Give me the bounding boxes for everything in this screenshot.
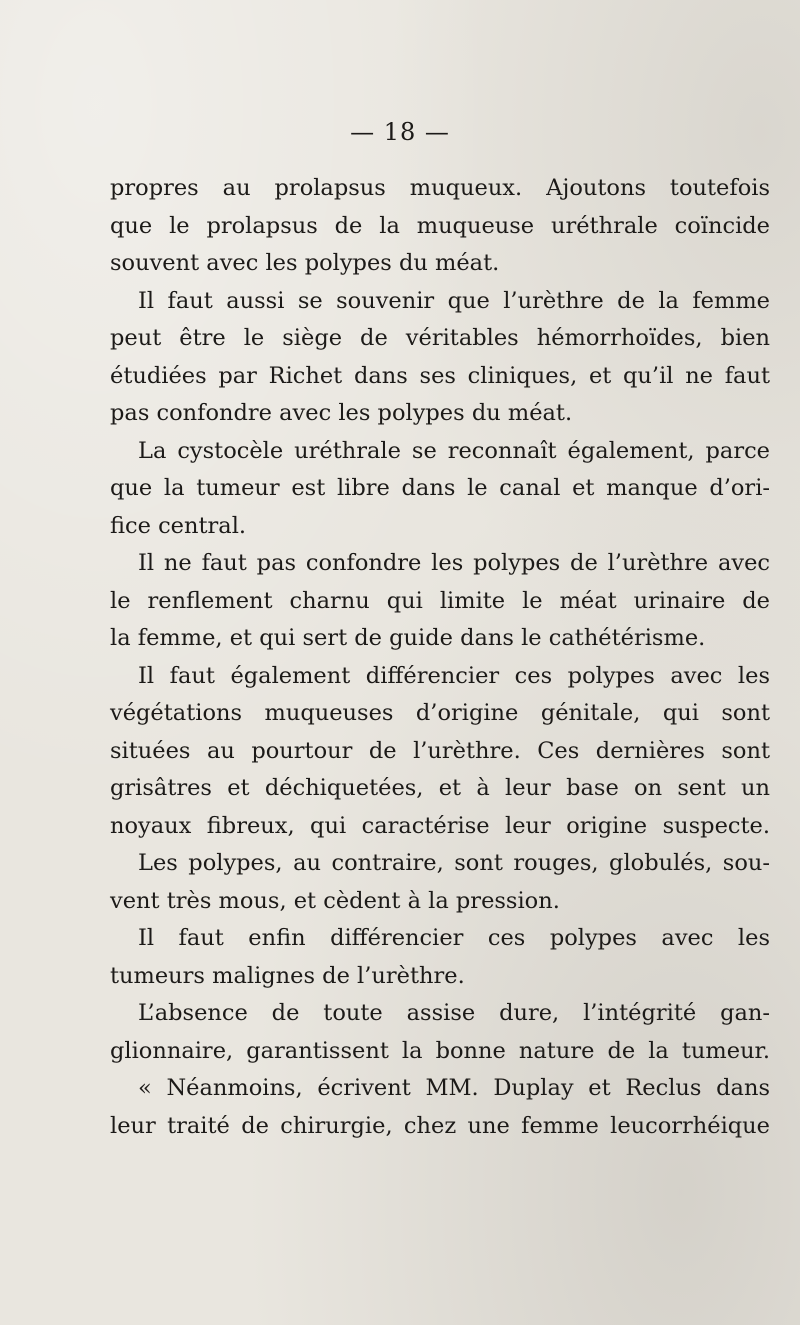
text-line: étudiées par Richet dans ses cliniques, et qu’il ne faut bbox=[110, 362, 770, 389]
body-text bbox=[110, 170, 770, 1145]
text-line: végétations muqueuses d’origine génitale, qui sont bbox=[110, 700, 770, 726]
text-line: propres au prolapsus muqueux. Ajoutons toutefois bbox=[110, 175, 770, 201]
text-line: Il ne faut pas confondre les polypes de l’urèthre avec bbox=[138, 550, 770, 576]
text-line: situées au pourtour de l’urèthre. Ces dernières sont bbox=[110, 737, 770, 764]
text-line: L’absence de toute assise dure, l’intégrité gan- bbox=[138, 1000, 770, 1026]
text-line: glionnaire, garantissent la bonne nature de la tumeur. bbox=[110, 1037, 770, 1064]
text-line: Il faut aussi se souvenir que l’urèthre de la femme bbox=[138, 287, 770, 314]
page-number: — 18 — bbox=[350, 118, 450, 146]
text-line: fice central. bbox=[110, 512, 247, 539]
text-line: « Néanmoins, écrivent MM. Duplay et Reclus dans bbox=[138, 1075, 770, 1101]
text-line: peut être le siège de véritables hémorrhoïdes, bien bbox=[110, 325, 770, 351]
text-line: Il faut également différencier ces polypes avec les bbox=[138, 662, 770, 689]
text-line: La cystocèle uréthrale se reconnaît également, parce bbox=[138, 437, 770, 464]
text-line: que la tumeur est libre dans le canal et manque d’ori- bbox=[110, 475, 770, 501]
text-line: Il faut enfin différencier ces polypes avec les bbox=[138, 925, 770, 951]
text-line: pas confondre avec les polypes du méat. bbox=[110, 400, 573, 426]
text-line: leur traité de chirurgie, chez une femme leucorrhéique bbox=[110, 1112, 770, 1139]
text-line: noyaux fibreux, qui caractérise leur origine suspecte. bbox=[110, 812, 770, 839]
text-line: vent très mous, et cèdent à la pression. bbox=[110, 887, 560, 914]
text-line: grisâtres et déchiquetées, et à leur base on sent un bbox=[110, 775, 770, 801]
text-line: que le prolapsus de la muqueuse uréthrale coïncide bbox=[110, 212, 770, 239]
text-line: la femme, et qui sert de guide dans le cathétérisme. bbox=[110, 625, 706, 651]
text-line: souvent avec les polypes du méat. bbox=[110, 250, 500, 276]
text-line: le renflement charnu qui limite le méat urinaire de bbox=[110, 587, 770, 614]
text-line: Les polypes, au contraire, sont rouges, globulés, sou- bbox=[138, 850, 770, 876]
text-line: tumeurs malignes de l’urèthre. bbox=[110, 962, 465, 989]
